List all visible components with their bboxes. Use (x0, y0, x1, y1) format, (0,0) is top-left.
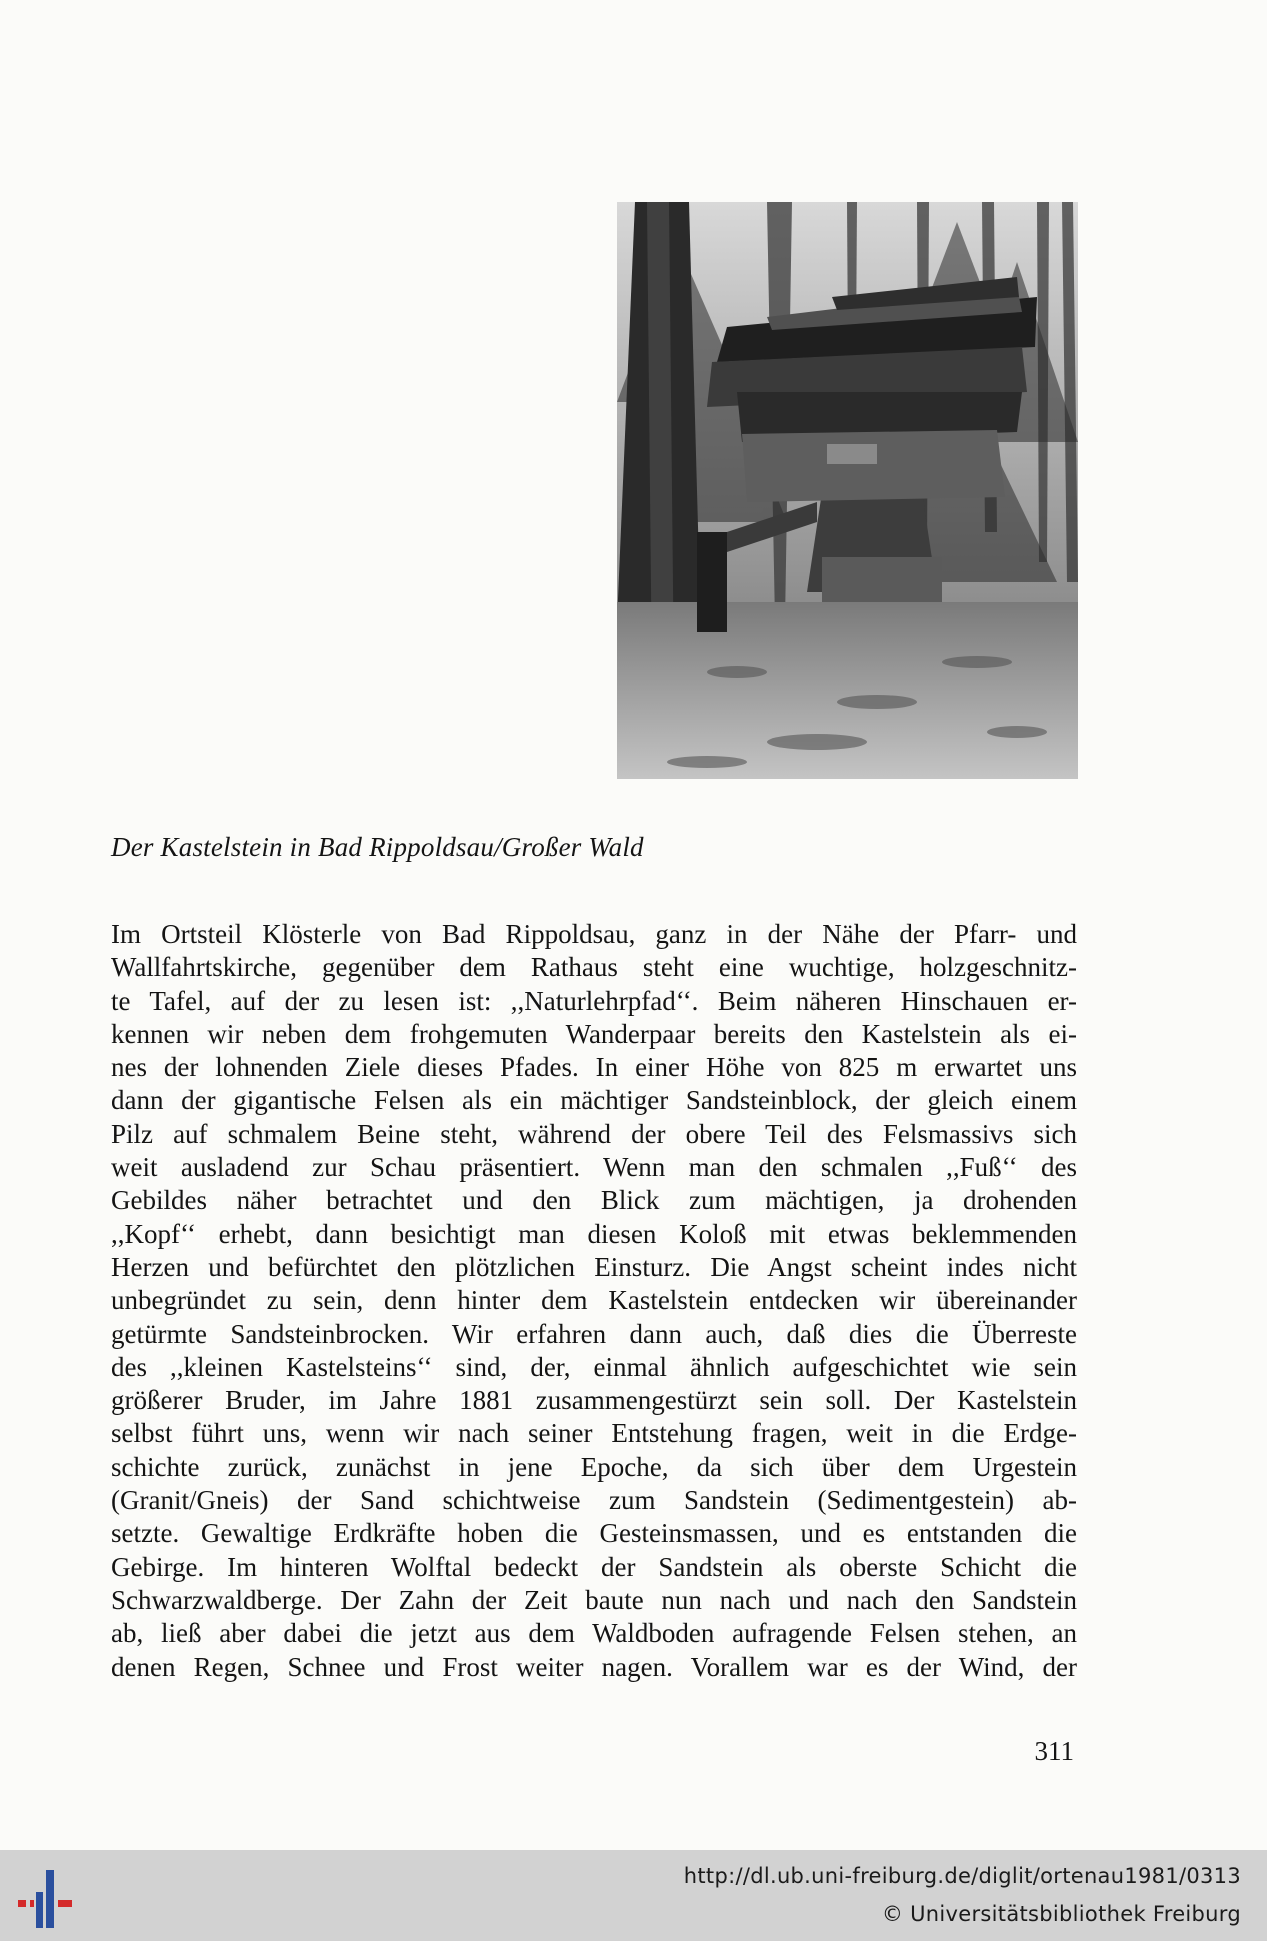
footer-bar (0, 1850, 1267, 1941)
body-line: Gebildes näher betrachtet und den Blick zum mächtigen, ja drohenden (111, 1185, 1077, 1216)
body-line: Im Ortsteil Klösterle von Bad Rippoldsau, ganz in der Nähe der Pfarr- und (111, 919, 1077, 949)
body-line: denen Regen, Schnee und Frost weiter nagen. Vorallem war es der Wind, der (111, 1651, 1077, 1682)
body-line: Wallfahrtskirche, gegenüber dem Rathaus steht eine wuchtige, holzgeschnitz- (111, 952, 1077, 983)
body-line: größerer Bruder, im Jahre 1881 zusammengestürzt sein soll. Der Kastelstein (111, 1385, 1077, 1416)
body-line: Pilz auf schmalem Beine steht, während der obere Teil des Felsmassivs sich (111, 1118, 1077, 1149)
body-line: kennen wir neben dem frohgemuten Wanderpaar bereits den Kastelstein als ei- (111, 1018, 1077, 1049)
body-line: (Granit/Gneis) der Sand schichtweise zum Sandstein (Sedimentgestein) ab- (111, 1485, 1077, 1516)
footer-url-link[interactable]: http://dl.ub.uni-freiburg.de/diglit/ortenau1981/0313 (683, 1864, 1241, 1888)
body-line: schichte zurück, zunächst in jene Epoche, da sich über dem Urgestein (111, 1451, 1077, 1482)
body-line: unbegründet zu sein, denn hinter dem Kastelstein entdecken wir übereinander (111, 1285, 1077, 1316)
body-line: des ,,kleinen Kastelsteins‘‘ sind, der, einmal ähnlich aufgeschichtet wie sein (111, 1351, 1077, 1382)
body-line: selbst führt uns, wenn wir nach seiner Entstehung fragen, weit in die Erdge- (111, 1418, 1077, 1449)
body-line: weit ausladend zur Schau präsentiert. Wenn man den schmalen ,,Fuß‘‘ des (111, 1152, 1077, 1183)
figure-caption: Der Kastelstein in Bad Rippoldsau/Großer Wald (111, 832, 644, 862)
kastelstein-photo (617, 202, 1078, 779)
ub-freiburg-logo-icon[interactable] (14, 1862, 84, 1932)
photo-kastelstein-image (617, 202, 1078, 779)
body-line: ab, ließ aber dabei die jetzt aus dem Waldboden aufragende Felsen stehen, an (111, 1618, 1077, 1649)
body-line: dann der gigantische Felsen als ein mächtiger Sandsteinblock, der gleich einem (111, 1085, 1077, 1116)
body-line: Herzen und befürchtet den plötzlichen Einsturz. Die Angst scheint indes nicht (111, 1251, 1077, 1282)
body-line: te Tafel, auf der zu lesen ist: ,,Naturlehrpfad‘‘. Beim näheren Hinschauen er- (111, 985, 1077, 1016)
footer-copyright: © Universitätsbibliothek Freiburg (881, 1902, 1241, 1926)
body-text (111, 918, 1077, 1684)
body-line: Gebirge. Im hinteren Wolftal bedeckt der Sandstein als oberste Schicht die (111, 1551, 1077, 1582)
page-number: 311 (1034, 1736, 1074, 1766)
body-line: ,,Kopf‘‘ erhebt, dann besichtigt man diesen Koloß mit etwas beklemmenden (111, 1218, 1077, 1249)
body-line: getürmte Sandsteinbrocken. Wir erfahren dann auch, daß dies die Überreste (111, 1318, 1077, 1349)
body-line: setzte. Gewaltige Erdkräfte hoben die Gesteinsmassen, und es entstanden die (111, 1518, 1077, 1549)
body-line: nes der lohnenden Ziele dieses Pfades. In einer Höhe von 825 m erwartet uns (111, 1052, 1077, 1083)
body-line: Schwarzwaldberge. Der Zahn der Zeit baute nun nach und nach den Sandstein (111, 1584, 1077, 1615)
